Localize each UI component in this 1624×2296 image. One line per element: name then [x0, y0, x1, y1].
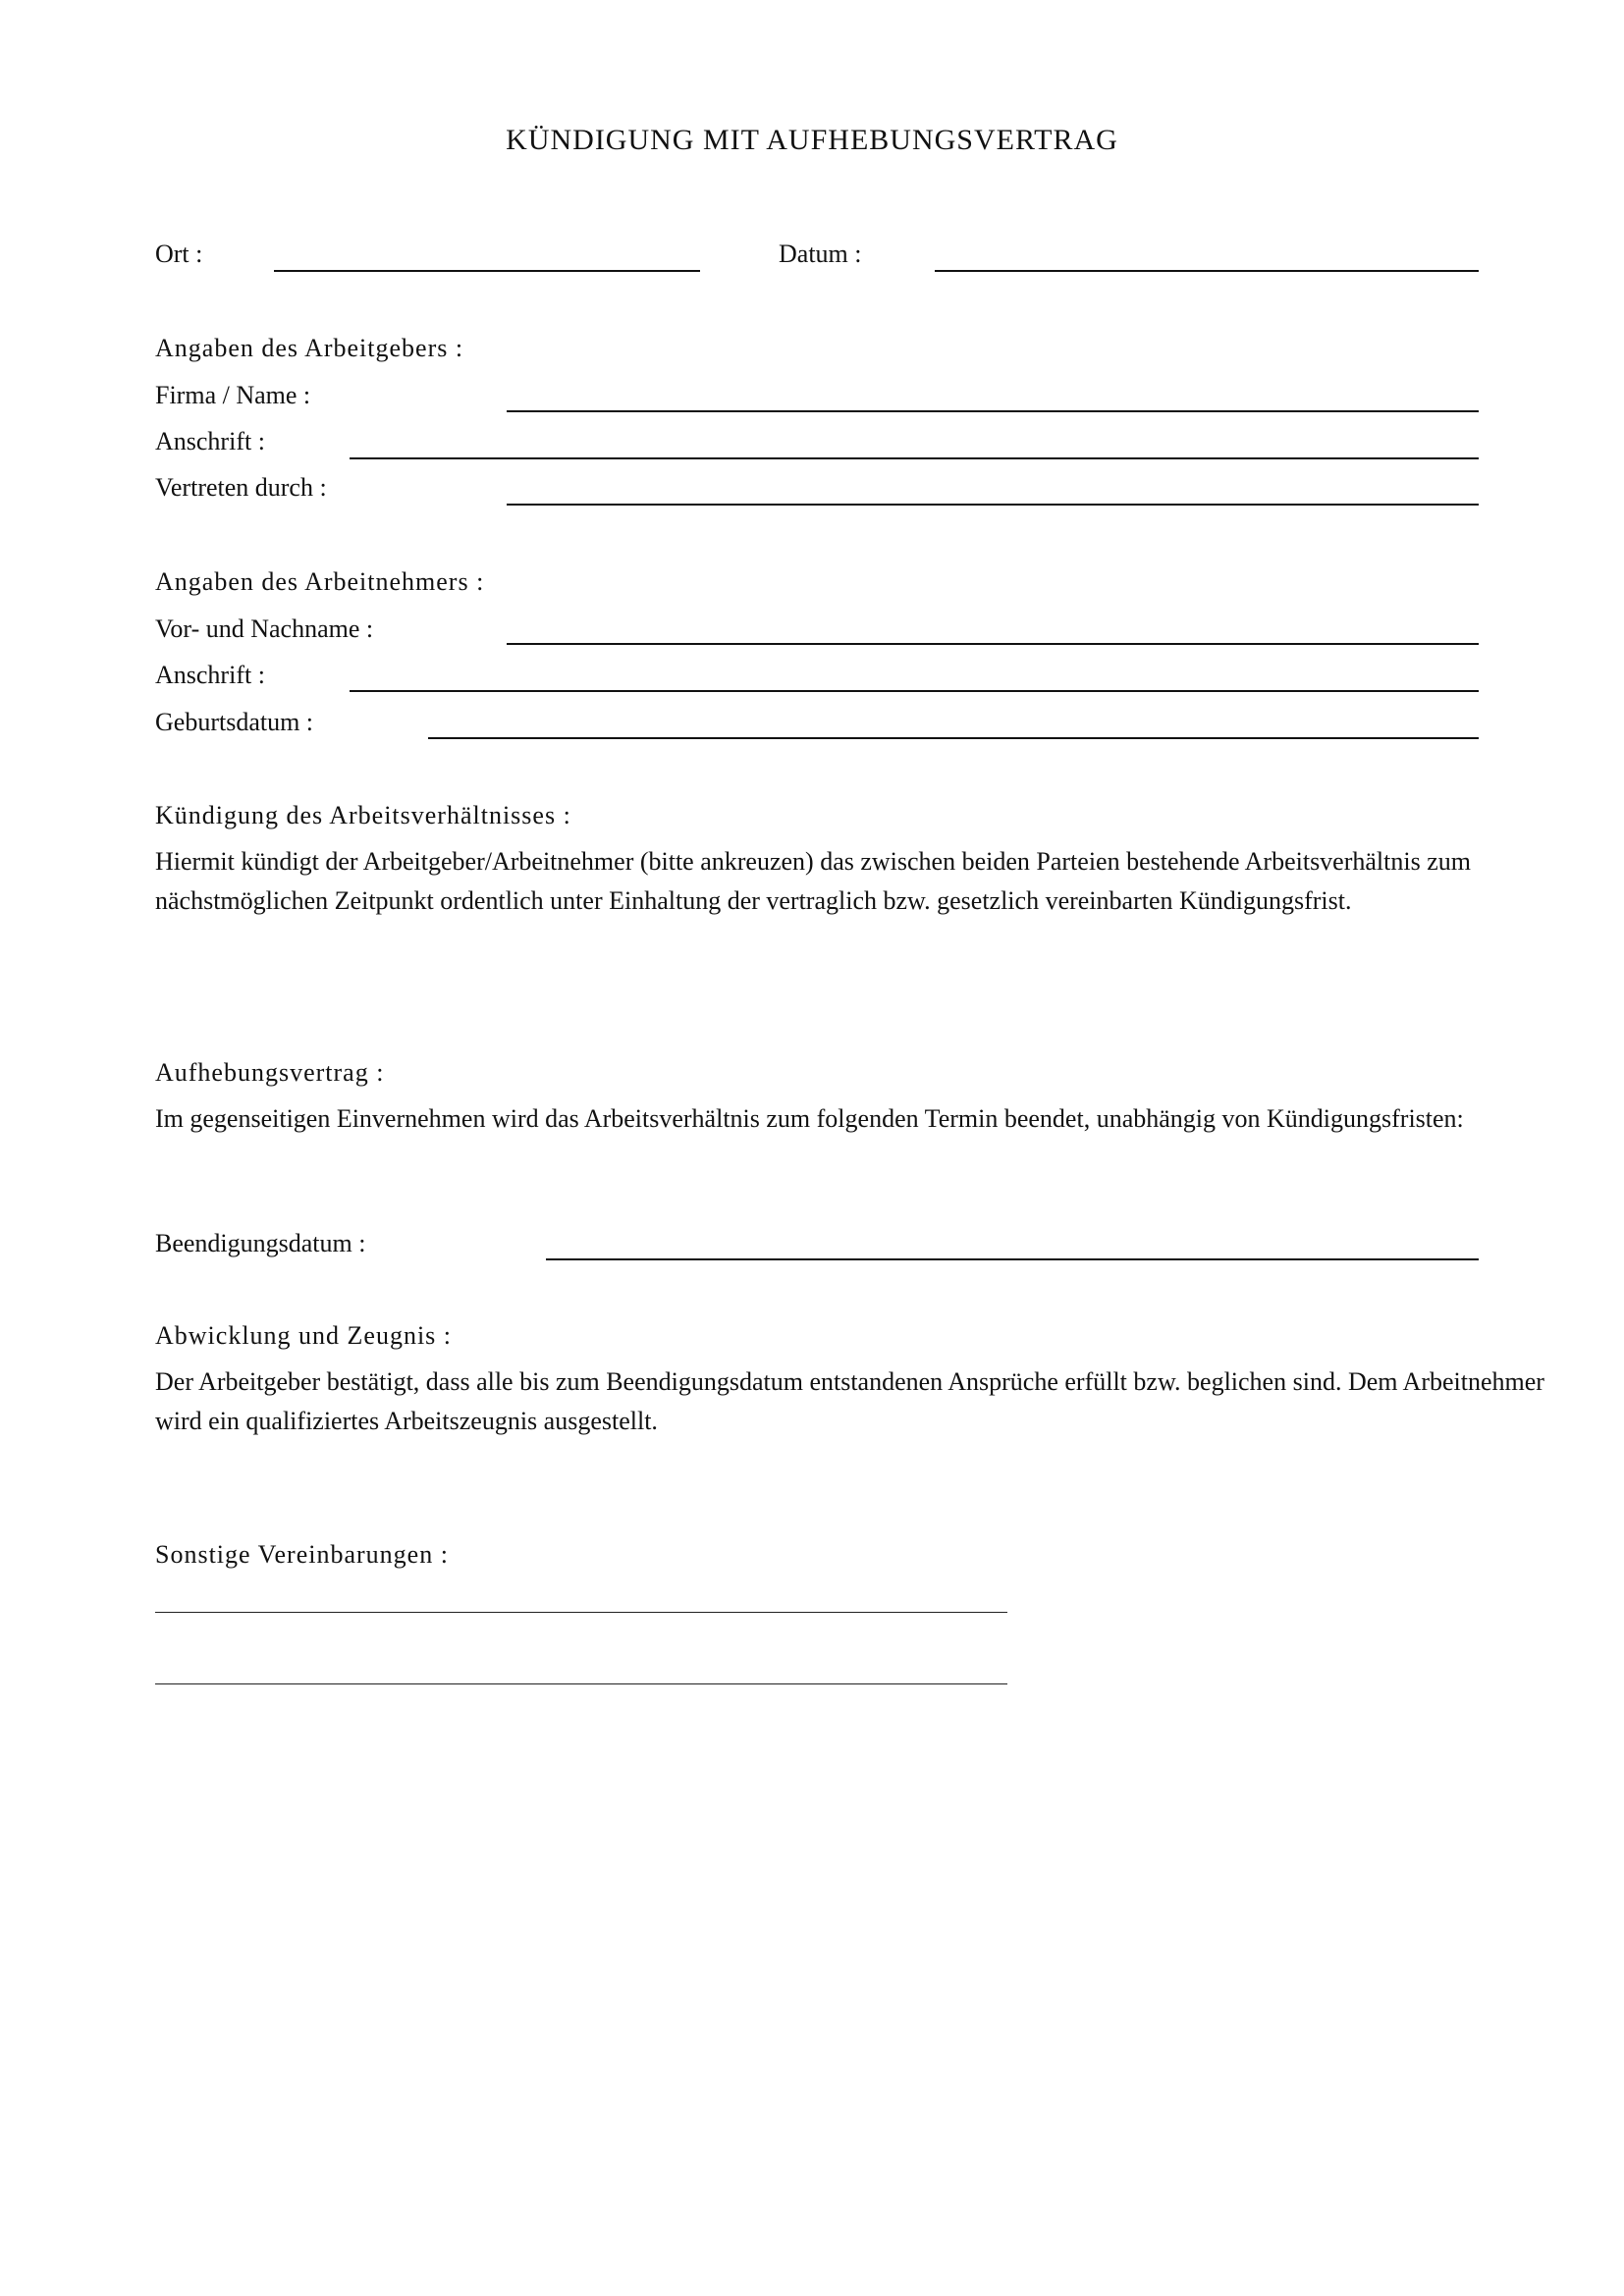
employer-anschrift-field-line[interactable] [350, 457, 1479, 459]
datum-field-line[interactable] [935, 270, 1479, 272]
name-field-line[interactable] [507, 643, 1479, 645]
firma-label: Firma / Name : [155, 381, 311, 409]
termination-text: Hiermit kündigt der Arbeitgeber/Arbeitnehmer (bitte ankreuzen) das zwischen beiden Parteien bestehende Arbeitsverhältnis zum nächstmöglichen Zeitpunkt ordentlich unter Einhaltung der vertraglich bzw. gesetzlich vereinbarten Kündigungsfrist. [155, 847, 1471, 915]
employee-anschrift-label: Anschrift : [155, 661, 265, 689]
vertreten-field-line[interactable] [507, 504, 1479, 506]
end-date-field-line[interactable] [546, 1258, 1479, 1260]
end-date-label: Beendigungsdatum : [155, 1229, 366, 1257]
geburtsdatum-field-line[interactable] [428, 737, 1479, 739]
agreement-heading: Aufhebungsvertrag : [155, 1058, 385, 1087]
employer-heading: Angaben des Arbeitgebers : [155, 334, 464, 362]
vertreten-label: Vertreten durch : [155, 473, 327, 502]
other-heading: Sonstige Vereinbarungen : [155, 1540, 449, 1569]
employer-anschrift-label: Anschrift : [155, 427, 265, 455]
employee-heading: Angaben des Arbeitnehmers : [155, 567, 485, 596]
other-field-line-2[interactable] [155, 1683, 1007, 1684]
geburtsdatum-label: Geburtsdatum : [155, 708, 314, 736]
ort-label: Ort : [155, 240, 203, 268]
document-title: KÜNDIGUNG MIT AUFHEBUNGSVERTRAG [506, 124, 1118, 156]
employee-anschrift-field-line[interactable] [350, 690, 1479, 692]
ort-field-line[interactable] [274, 270, 700, 272]
other-field-line-1[interactable] [155, 1612, 1007, 1613]
settlement-text: Der Arbeitgeber bestätigt, dass alle bis zum Beendigungsdatum entstandenen Ansprüche erfüllt bzw. beglichen sind. Dem Arbeitnehmer wird ein qualifiziertes Arbeitszeugnis ausgestellt. [155, 1367, 1544, 1435]
firma-field-line[interactable] [507, 410, 1479, 412]
datum-label: Datum : [779, 240, 862, 268]
name-label: Vor- und Nachname : [155, 614, 374, 643]
termination-heading: Kündigung des Arbeitsverhältnisses : [155, 801, 571, 829]
settlement-heading: Abwicklung und Zeugnis : [155, 1321, 453, 1350]
agreement-text: Im gegenseitigen Einvernehmen wird das Arbeitsverhältnis zum folgenden Termin beendet, unabhängig von Kündigungsfristen: [155, 1104, 1464, 1133]
